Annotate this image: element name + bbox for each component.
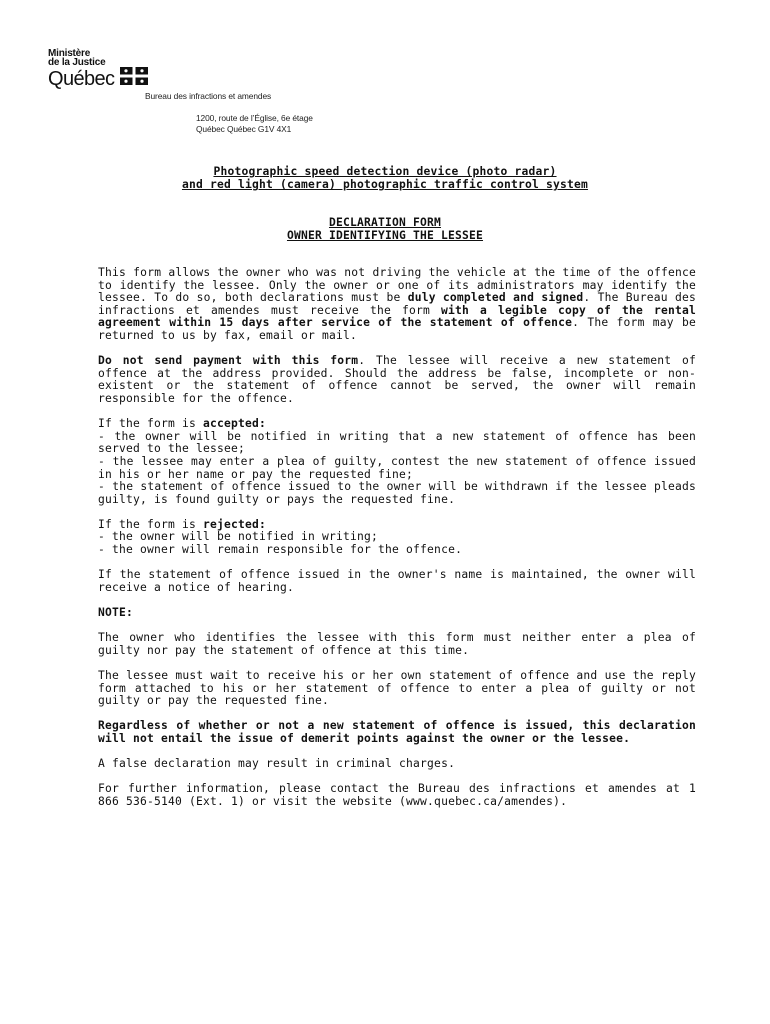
street-address: 1200, route de l’Église, 6e étage: [196, 113, 313, 123]
demerit-paragraph: [98, 720, 696, 745]
maintained-paragraph: If the statement of offence issued in the owner's name is maintained, the owner will receive a notice of hearing.: [98, 568, 696, 594]
payment-paragraph: [98, 355, 696, 405]
accepted-lead-text: If the form is: [98, 417, 204, 431]
accepted-item: - the statement of offence issued to the owner will be withdrawn if the lessee pleads guilty, is found guilty or pays the requested fine.: [98, 480, 696, 506]
payment-bold: Do not send payment with this form: [98, 354, 359, 368]
note-paragraph-2: The lessee must wait to receive his or her own statement of offence and use the reply form attached to his or her statement of offence to enter a plea of guilty or not guilty or pay the requested fine.: [98, 669, 696, 708]
accepted-lead: [98, 418, 696, 431]
rejected-colon: :: [259, 517, 267, 531]
document-body: [98, 267, 696, 809]
logo-quebec: Québec: [48, 67, 115, 90]
accepted-item: - the owner will be notified in writing that a new statement of offence has been served to the lessee;: [98, 429, 696, 456]
accepted-word: accepted: [203, 417, 260, 431]
demerit-period: .: [623, 731, 631, 745]
form-title-2: OWNER IDENTIFYING THE LESSEE: [286, 229, 484, 242]
false-declaration: A false declaration may result in criminal charges.: [98, 757, 456, 771]
further-info-paragraph: For further information, please contact the Bureau des infractions et amendes at 1 866 536-5140 (Ext. 1) or visit the website (www.quebec.ca/amendes).: [98, 782, 696, 808]
accepted-colon: :: [259, 417, 267, 431]
demerit-bold: Regardless of whether or not a new statement of offence is issued, this declaration will not entail the issue of demerit points against the owner or the lessee: [98, 719, 696, 745]
rejected-lead-text: If the form is: [98, 517, 204, 531]
intro-bold-2: with a legible copy of the rental agreement within 15 days after service of the statement of offence: [98, 303, 696, 330]
note-paragraph-1: The owner who identifies the lessee with this form must neither enter a plea of guilty nor pay the statement of offence at this time.: [98, 631, 696, 657]
payment-text: . The lessee will receive a new statement of offence at the address provided. Should the address be false, incomplete or non-existent or the statement of offence cannot be served, the owner will remain responsible for the offence.: [98, 354, 697, 405]
note-label-text: NOTE:: [98, 606, 134, 620]
note-label: [98, 607, 696, 620]
fleur-de-lys-flag-icon: [120, 67, 148, 90]
accepted-item: - the lessee may enter a plea of guilty, contest the new statement of offence issued in his or her name or pay the requested fine;: [98, 454, 696, 481]
intro-bold-1: duly completed and signed: [407, 291, 584, 305]
title-line-2: and red light (camera) photographic traffic control system: [181, 178, 589, 191]
intro-text-2: . The Bureau des infractions et amendes must receive the form: [98, 291, 696, 317]
logo-justice: de la Justice: [48, 57, 106, 68]
quebec-logo: [48, 49, 148, 90]
logo-ministere: Ministère: [48, 48, 91, 59]
intro-text-1: This form allows the owner who was not driving the vehicle at the time of the offence to identify the lessee. Only the owner or one of its administrators may identify the lessee. To do so, both declarations must be: [98, 266, 696, 305]
intro-text-3: . The form may be returned to us by fax, email or mail.: [98, 316, 696, 342]
city-address: Québec Québec G1V 4X1: [196, 124, 292, 134]
intro-paragraph: [98, 267, 696, 343]
rejected-word: rejected: [203, 517, 260, 531]
rejected-item: - the owner will remain responsible for the offence.: [98, 543, 463, 557]
rejected-item: - the owner will be notified in writing;: [98, 530, 379, 544]
title-line-1: Photographic speed detection device (photo radar): [213, 165, 557, 178]
bureau-name: Bureau des infractions et amendes: [145, 91, 272, 101]
form-title-1: DECLARATION FORM: [328, 216, 442, 229]
